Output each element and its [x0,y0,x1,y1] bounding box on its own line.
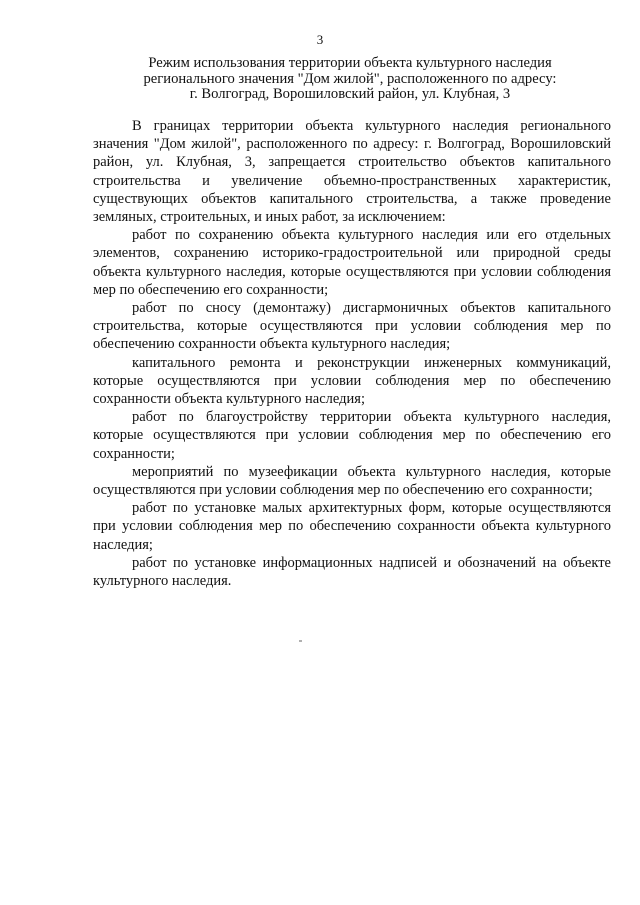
exception-item: работ по сносу (демонтажу) дисгармоничных объектов капитального строительства, которые осуществляются при условии соблюдения мер по обеспечению сохранности объекта культурного наследия; [93,300,611,353]
exception-item: капитального ремонта и реконструкции инженерных коммуникаций, которые осуществляются при условии соблюдения мер по обеспечению сохранности объекта культурного наследия; [93,354,611,408]
title-line: г. Волгоград, Ворошиловский район, ул. Клубная, 3 [189,86,511,102]
page-number: 3 [316,32,324,47]
exception-item: мероприятий по музеефикации объекта культурного наследия, которые осуществляются при условии соблюдения мер по обеспечению его сохранности; [93,463,611,499]
exception-item: работ по установке информационных надписей и обозначений на объекте культурного наследия. [93,554,611,590]
title-line: Режим использования территории объекта культурного наследия [148,55,552,71]
title-line: регионального значения "Дом жилой", расположенного по адресу: [143,70,557,87]
scan-speck [299,640,302,642]
document-title [100,56,600,103]
exception-item: работ по сохранению объекта культурного наследия или его отдельных элементов, сохранению историко-градостроительной или природной среды объекта культурного наследия, которые осуществляются при условии соблюдения мер по обеспечению его сохранности; [93,227,611,298]
exception-item: работ по благоустройству территории объекта культурного наследия, которые осуществляются при условии соблюдения мер по обеспечению его сохранности; [93,409,611,462]
document-body [93,117,611,590]
intro-paragraph: В границах территории объекта культурного наследия регионального значения "Дом жилой", расположенного по адресу: г. Волгоград, Ворошиловский район, ул. Клубная, 3, запрещается строительство объектов капитального строительства и увеличение объемно-пространственных характеристик, существующих объектов капитального строительства, а также проведение земляных, строительных, и иных работ, за исключением: [93,118,611,226]
exception-item: работ по установке малых архитектурных форм, которые осуществляются при условии соблюдения мер по обеспечению сохранности объекта культурного наследия; [93,500,611,553]
